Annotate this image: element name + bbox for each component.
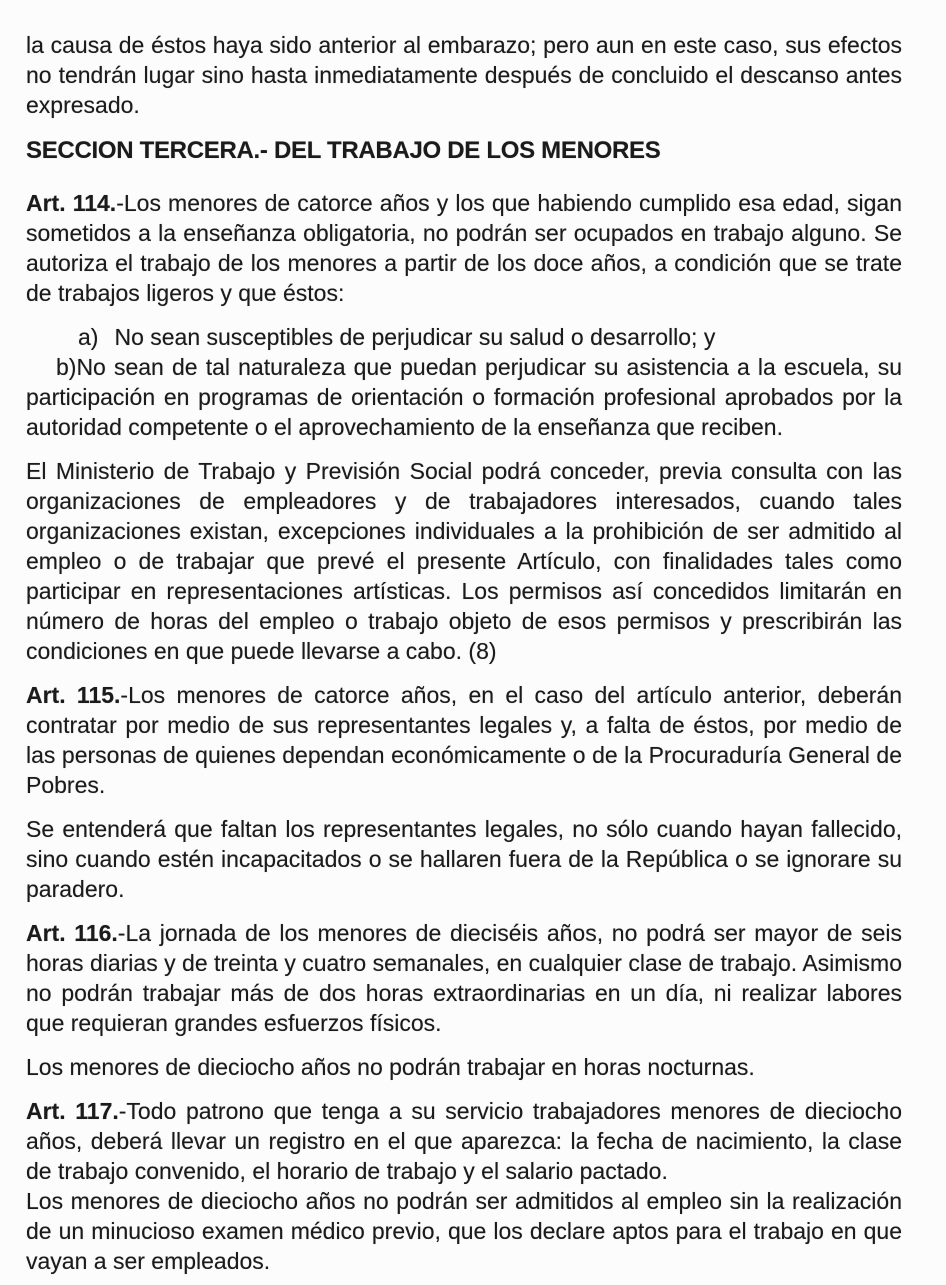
article-114-paragraph <box>26 188 902 308</box>
article-115-second-paragraph: Se entenderá que faltan los representantes legales, no sólo cuando hayan fallecido, sino cuando estén incapacitados o se hallaren fuera de la República o se ignorare su paradero. <box>26 816 902 902</box>
article-116-number: Art. 116. <box>26 920 118 946</box>
list-item-a-marker: a) <box>78 324 99 350</box>
list-item-b: b)No sean de tal naturaleza que puedan perjudicar su asistencia a la escuela, su participación en programas de orientación o formación profesional aprobados por la autoridad competente o el aprovechamiento de la enseñanza que reciben. <box>26 354 902 440</box>
intro-paragraph: la causa de éstos haya sido anterior al embarazo; pero aun en este caso, sus efectos no tendrán lugar sino hasta inmediatamente después de concluido el descanso antes expresado. <box>26 32 902 118</box>
article-114-text: -Los menores de catorce años y los que habiendo cumplido esa edad, sigan sometidos a la enseñanza obligatoria, no podrán ser ocupados en trabajo alguno. Se autoriza el trabajo de los menores a partir de los doce años, a condición que se trate de trabajos ligeros y que éstos: <box>26 190 902 306</box>
article-116-second-paragraph: Los menores de dieciocho años no podrán trabajar en horas nocturnas. <box>26 1054 755 1080</box>
list-item-a <box>26 322 902 352</box>
article-117-second-paragraph: Los menores de dieciocho años no podrán ser admitidos al empleo sin la realización de un minucioso examen médico previo, que los declare aptos para el trabajo en que vayan a ser empleados. <box>26 1188 902 1274</box>
article-117-text: -Todo patrono que tenga a su servicio trabajadores menores de dieciocho años, deberá llevar un registro en el que aparezca: la fecha de nacimiento, la clase de trabajo convenido, el horario de trabajo y el salario pactado. <box>26 1098 902 1184</box>
section-heading: SECCION TERCERA.- DEL TRABAJO DE LOS MENORES <box>26 137 661 164</box>
list-item-a-text: No sean susceptibles de perjudicar su salud o desarrollo; y <box>114 324 716 350</box>
article-115-text: -Los menores de catorce años, en el caso del artículo anterior, deberán contratar por medio de sus representantes legales y, a falta de éstos, por medio de las personas de quienes dependan económicamente o de la Procuraduría General de Pobres. <box>26 682 902 798</box>
article-115-number: Art. 115. <box>26 682 121 708</box>
article-117-paragraph <box>26 1096 902 1186</box>
article-115-paragraph <box>26 680 902 800</box>
article-116-paragraph <box>26 918 902 1038</box>
article-114-number: Art. 114. <box>26 190 117 216</box>
article-116-text: -La jornada de los menores de dieciséis años, no podrá ser mayor de seis horas diarias y de treinta y cuatro semanales, en cualquier clase de trabajo. Asimismo no podrán trabajar más de dos horas extraordinarias en un día, ni realizar labores que requieran grandes esfuerzos físicos. <box>26 920 902 1036</box>
article-117-number: Art. 117. <box>26 1098 119 1124</box>
ministry-paragraph: El Ministerio de Trabajo y Previsión Social podrá conceder, previa consulta con las organizaciones de empleadores y de trabajadores interesados, cuando tales organizaciones existan, excepciones individuales a la prohibición de ser admitido al empleo o de trabajar que prevé el presente Artículo, con finalidades tales como participar en representaciones artísticas. Los permisos así concedidos limitarán en número de horas del empleo o trabajo objeto de esos permisos y prescribirán las condiciones en que puede llevarse a cabo. (8) <box>26 458 902 664</box>
